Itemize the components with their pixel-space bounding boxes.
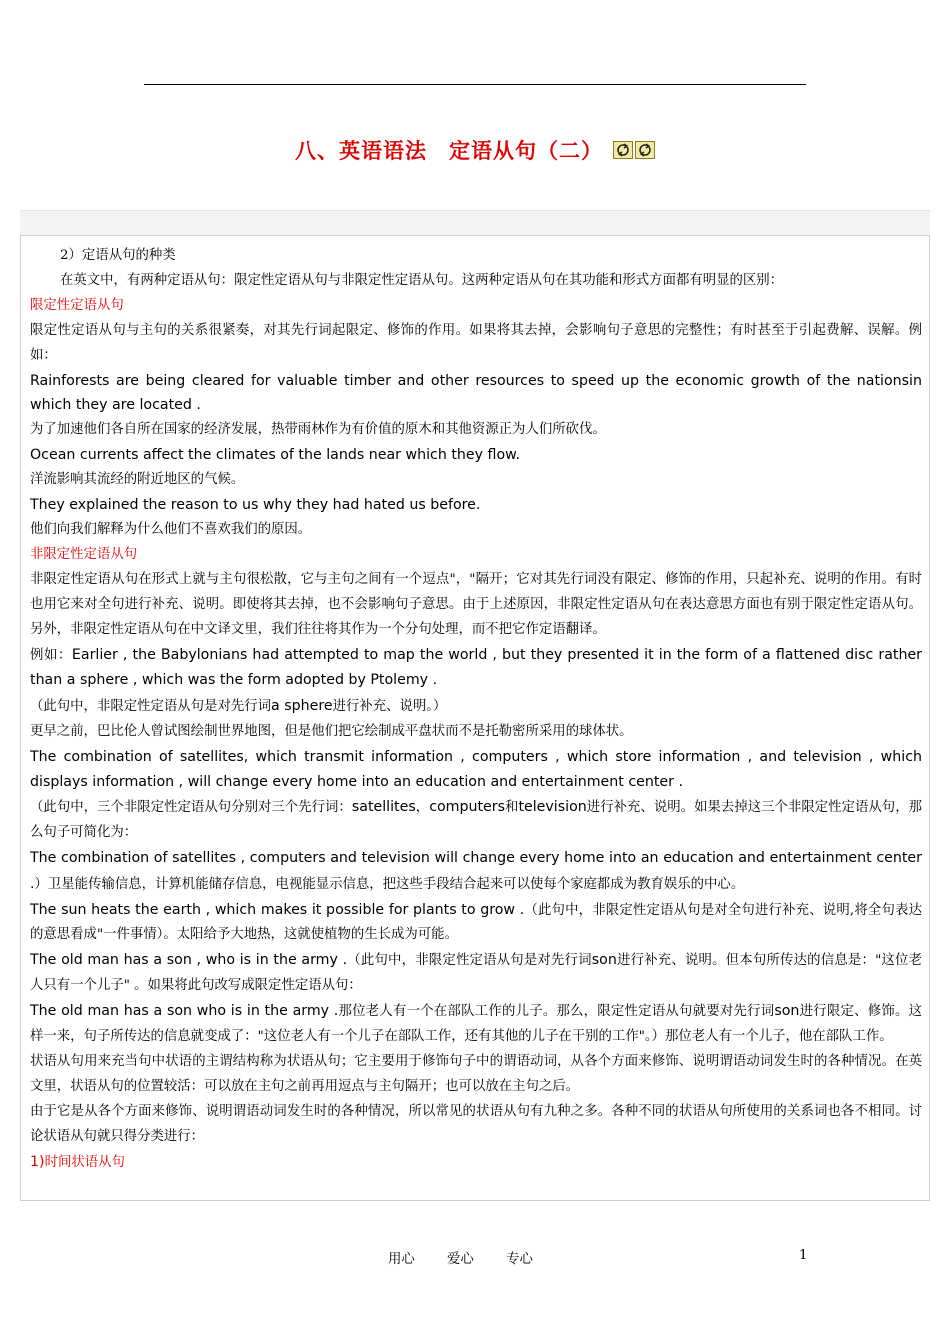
heading-number: 1)	[30, 1153, 45, 1170]
note-text: ，	[415, 799, 430, 815]
english-term: satellites	[351, 798, 416, 815]
paragraph: 限定性定语从句与主句的关系很紧奏，对其先行词起限定、修饰的作用。如果将其去掉，会影响句子意思的完整性；有时甚至于引起费解、误解。例如：	[30, 322, 922, 363]
english-example: Rainforests are being cleared for valuable timber and other resources to speed up the economic growth of the nationsin which they are located .	[30, 372, 922, 414]
translation: ）卫星能传输信息，计算机能储存信息，电视能显示信息，把这些手段结合起来可以使每个家庭都成为教育娱乐的中心。	[34, 876, 745, 892]
note-text: 和	[505, 799, 519, 815]
page-footer	[0, 1248, 950, 1268]
paragraph: 2）定语从句的种类	[60, 248, 176, 263]
page-title: 八、英语语法 定语从句（二）	[295, 138, 603, 163]
note-text: 进行限定、修饰。这样一来，句子所传达的信息就变成了："这位老人有一个儿子在部队工作，还有其他的儿子在干别的工作"。）那位老人有一个儿子，他在部队工作。	[30, 1004, 923, 1045]
english-example: They explained the reason to us why they had hated us before.	[30, 497, 481, 514]
arrows-icon	[613, 141, 633, 159]
note-text: （此句中，三个非限定性定语从句分别对三个先行词：	[30, 799, 352, 815]
note-text: 进行补充、说明。但本句所传达的信息是："这位老人只有一个儿子" 。如果将此句改写成限定性定语从句：	[30, 953, 922, 994]
translation: 为了加速他们各自所在国家的经济发展，热带雨林作为有价值的原木和其他资源正为人们所砍伐。	[30, 422, 606, 438]
section-heading	[30, 1150, 922, 1176]
english-example: Ocean currents affect the climates of the lands near which they flow.	[30, 447, 520, 464]
translation: 更早之前，巴比伦人曾试图绘制世界地图，但是他们把它绘制成平盘状而不是托勒密所采用的球体状。	[30, 724, 633, 740]
note-text: 进行补充、说明。）	[332, 699, 447, 715]
english-example: Earlier , the Babylonians had attempted to map the world , but they presented it in the form of a flattened disc rather than a sphere , which was the form adopted by Ptolemy .	[30, 646, 922, 689]
section-heading: 非限定性定语从句	[30, 546, 138, 562]
paragraph: 由于它是从各个方面来修饰、说明谓语动词发生时的各种情况，所以常见的状语从句有九种之多。各种不同的状语从句所使用的关系词也各不相同。讨论状语从句就只得分类进行：	[30, 1103, 922, 1144]
note-text: （此句中，非限定性定语从句是对全句进行补充、说明,将全句表达的意思看成"一件事情）。太阳给予大地热，这就使植物的生长成为可能。	[30, 902, 922, 943]
english-example: The old man has a son , who is in the army .	[30, 952, 348, 969]
paragraph: 在英文中，有两种定语从句：限定性定语从句与非限定性定语从句。这两种定语从句在其功能和形式方面都有明显的区别：	[60, 272, 784, 288]
paragraph	[30, 999, 922, 1050]
english-term: computers	[429, 798, 506, 815]
paragraph: 状语从句用来充当句中状语的主谓结构称为状语从句；它主要用于修饰句子中的谓语动词，从各个方面来修饰、说明谓语动词发生时的各种情况。在英文里，状语从句的位置较活：可以放在主句之前再用逗点与主句隔开；也可以放在主句之后。	[30, 1054, 922, 1094]
heading-text: 时间状语从句	[44, 1154, 125, 1170]
paragraph	[30, 898, 922, 949]
top-rule	[144, 84, 806, 85]
translation: 他们向我们解释为什么他们不喜欢我们的原因。	[30, 521, 312, 537]
english-example: The sun heats the earth , which makes it possible for plants to grow .	[30, 901, 525, 918]
english-term: son	[591, 952, 617, 969]
example-label: 例如：	[30, 647, 72, 663]
page-number: 1	[799, 1248, 808, 1263]
title-row	[0, 134, 950, 166]
title-badges	[613, 141, 655, 159]
section-heading: 限定性定语从句	[30, 297, 124, 313]
note-text: （此句中，非限定性定语从句是对先行词	[30, 699, 272, 715]
paragraph	[30, 795, 922, 846]
article-body	[30, 244, 922, 1176]
paragraph	[30, 643, 922, 695]
section-band	[20, 210, 930, 236]
paragraph: 非限定性定语从句在形式上就与主句很松散，它与主句之间有一个逗点"，"隔开；它对其先行词没有限定、修饰的作用，只起补充、说明的作用。有时也用它来对全句进行补充、说明。即使将其去掉，也不会影响句子意思。由于上述原因，非限定性定语从句在表达意思方面也有别于限定性定语从句。另外，非限定性定语从句在中文译文里，我们往往将其作为一个分句处理，而不把它作定语翻译。	[30, 571, 922, 637]
paragraph	[30, 694, 922, 720]
note-text: 进行补充、说明。如果去掉这三个非限定性定语从句，那么句子可简化为：	[30, 799, 923, 840]
paragraph	[30, 846, 922, 898]
translation: 洋流影响其流经的附近地区的气候。	[30, 472, 245, 488]
english-example: The old man has a son who is in the army .	[30, 1003, 339, 1020]
paragraph	[30, 948, 922, 999]
footer-motto: 用心 爱心 专心	[388, 1252, 533, 1267]
english-example: The combination of satellites , computers and television will change every home into an education and entertainment center .	[30, 849, 922, 892]
note-text: 那位老人有一个在部队工作的儿子。那么，限定性定语从句就要对先行词	[338, 1004, 775, 1020]
english-term: television	[518, 798, 587, 815]
note-text: （此句中，非限定性定语从句是对先行词	[347, 953, 592, 969]
english-term: son	[774, 1003, 800, 1020]
english-example: The combination of satellites, which transmit information , computers , which store information , and television , which displays information , will change every home into an education and entertainment center .	[30, 749, 922, 791]
english-term: a sphere	[271, 698, 333, 715]
arrows-icon	[635, 141, 655, 159]
